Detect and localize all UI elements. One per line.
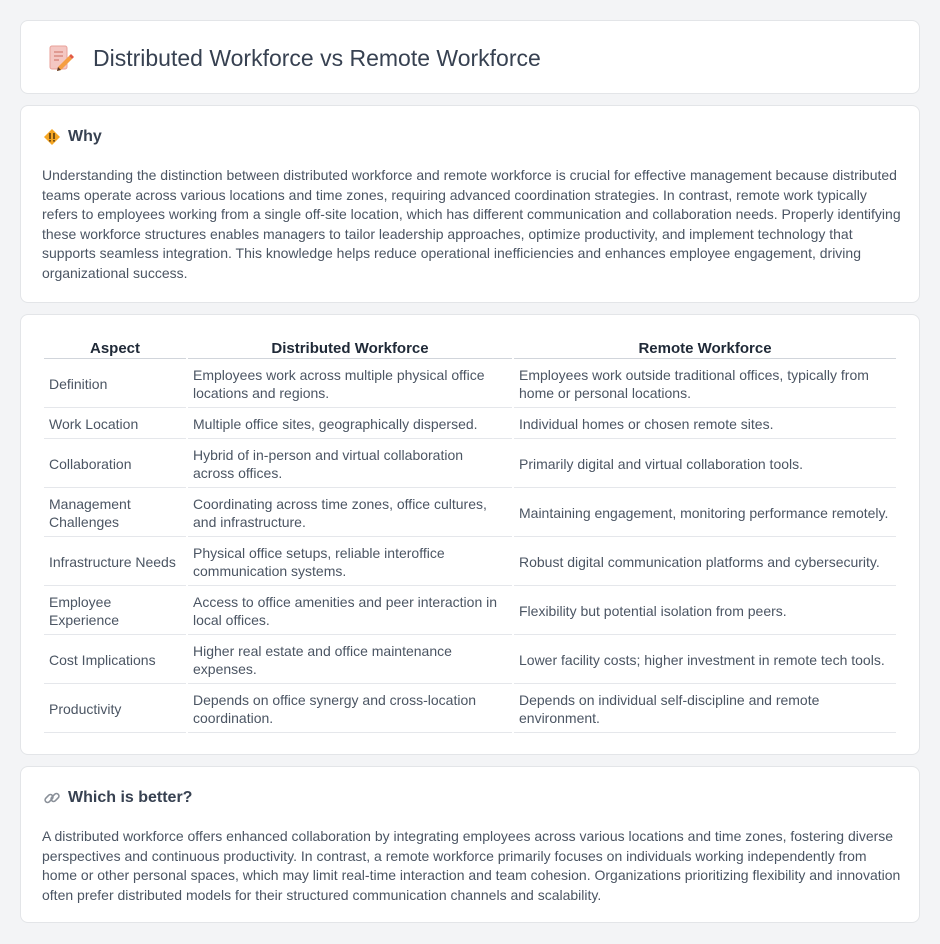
title-card — [20, 20, 920, 94]
page-title: Distributed Workforce vs Remote Workforce — [93, 44, 541, 71]
better-text: A distributed workforce offers enhanced collaboration by integrating employees across various locations and time zones, fostering diverse perspectives and continuous productivity. In contrast, a remote workforce primarily focuses on individuals working independently from home or other personal spaces, which may limit real-time interaction and team cohesion. Organizations prioritizing flexibility and innovation often prefer distributed models for their structured communication channels and scalability. — [42, 828, 901, 903]
better-heading: Which is better? — [68, 789, 193, 806]
link-icon — [43, 789, 61, 807]
warning-diamond-icon — [43, 128, 61, 146]
comparison-table — [42, 335, 898, 735]
row-aspect-cell: Infrastructure Needs — [44, 539, 186, 586]
table-row — [44, 410, 896, 439]
row-distributed-cell: Access to office amenities and peer interaction in local offices. — [188, 588, 512, 635]
why-card — [20, 105, 920, 303]
why-heading: Why — [68, 128, 102, 145]
better-heading-row — [43, 789, 192, 807]
row-distributed-cell: Coordinating across time zones, office cultures, and infrastructure. — [188, 490, 512, 537]
header-aspect: Aspect — [44, 337, 186, 359]
row-distributed-cell: Higher real estate and office maintenance expenses. — [188, 637, 512, 684]
row-aspect-cell: Productivity — [44, 686, 186, 733]
row-distributed-cell: Physical office setups, reliable interoffice communication systems. — [188, 539, 512, 586]
table-row — [44, 686, 896, 733]
row-distributed-cell: Depends on office synergy and cross-location coordination. — [188, 686, 512, 733]
document-pencil-icon — [45, 43, 75, 73]
row-aspect-cell: Work Location — [44, 410, 186, 439]
table-row — [44, 361, 896, 408]
row-aspect-cell: Cost Implications — [44, 637, 186, 684]
row-aspect-cell: Collaboration — [44, 441, 186, 488]
header-remote: Remote Workforce — [514, 337, 896, 359]
why-heading-row — [43, 128, 102, 146]
why-text: Understanding the distinction between distributed workforce and remote workforce is crucial for effective management because distributed teams operate across various locations and time zones, requiring advanced coordination strategies. In contrast, remote work typically refers to employees working from a single off-site location, which has different communication and collaboration needs. Properly identifying these workforce structures enables managers to tailor leadership approaches, optimize productivity, and implement technology that supports seamless integration. This knowledge helps reduce operational inefficiencies and enhances employee engagement, driving organizational success. — [42, 167, 901, 281]
row-remote-cell: Primarily digital and virtual collaboration tools. — [514, 441, 896, 488]
row-aspect-cell: Management Challenges — [44, 490, 186, 537]
table-card — [20, 314, 920, 755]
row-aspect-cell: Definition — [44, 361, 186, 408]
table-row — [44, 490, 896, 537]
better-card — [20, 766, 920, 923]
table-row — [44, 588, 896, 635]
table-row — [44, 441, 896, 488]
title-row — [45, 21, 541, 95]
row-remote-cell: Lower facility costs; higher investment in remote tech tools. — [514, 637, 896, 684]
header-distributed: Distributed Workforce — [188, 337, 512, 359]
row-remote-cell: Depends on individual self-discipline and remote environment. — [514, 686, 896, 733]
row-distributed-cell: Multiple office sites, geographically dispersed. — [188, 410, 512, 439]
row-distributed-cell: Hybrid of in-person and virtual collaboration across offices. — [188, 441, 512, 488]
row-remote-cell: Robust digital communication platforms and cybersecurity. — [514, 539, 896, 586]
row-remote-cell: Employees work outside traditional offices, typically from home or personal locations. — [514, 361, 896, 408]
row-aspect-cell: Employee Experience — [44, 588, 186, 635]
row-remote-cell: Individual homes or chosen remote sites. — [514, 410, 896, 439]
row-remote-cell: Flexibility but potential isolation from peers. — [514, 588, 896, 635]
row-distributed-cell: Employees work across multiple physical office locations and regions. — [188, 361, 512, 408]
table-row — [44, 637, 896, 684]
table-row — [44, 539, 896, 586]
table-header-row — [44, 337, 896, 359]
row-remote-cell: Maintaining engagement, monitoring performance remotely. — [514, 490, 896, 537]
